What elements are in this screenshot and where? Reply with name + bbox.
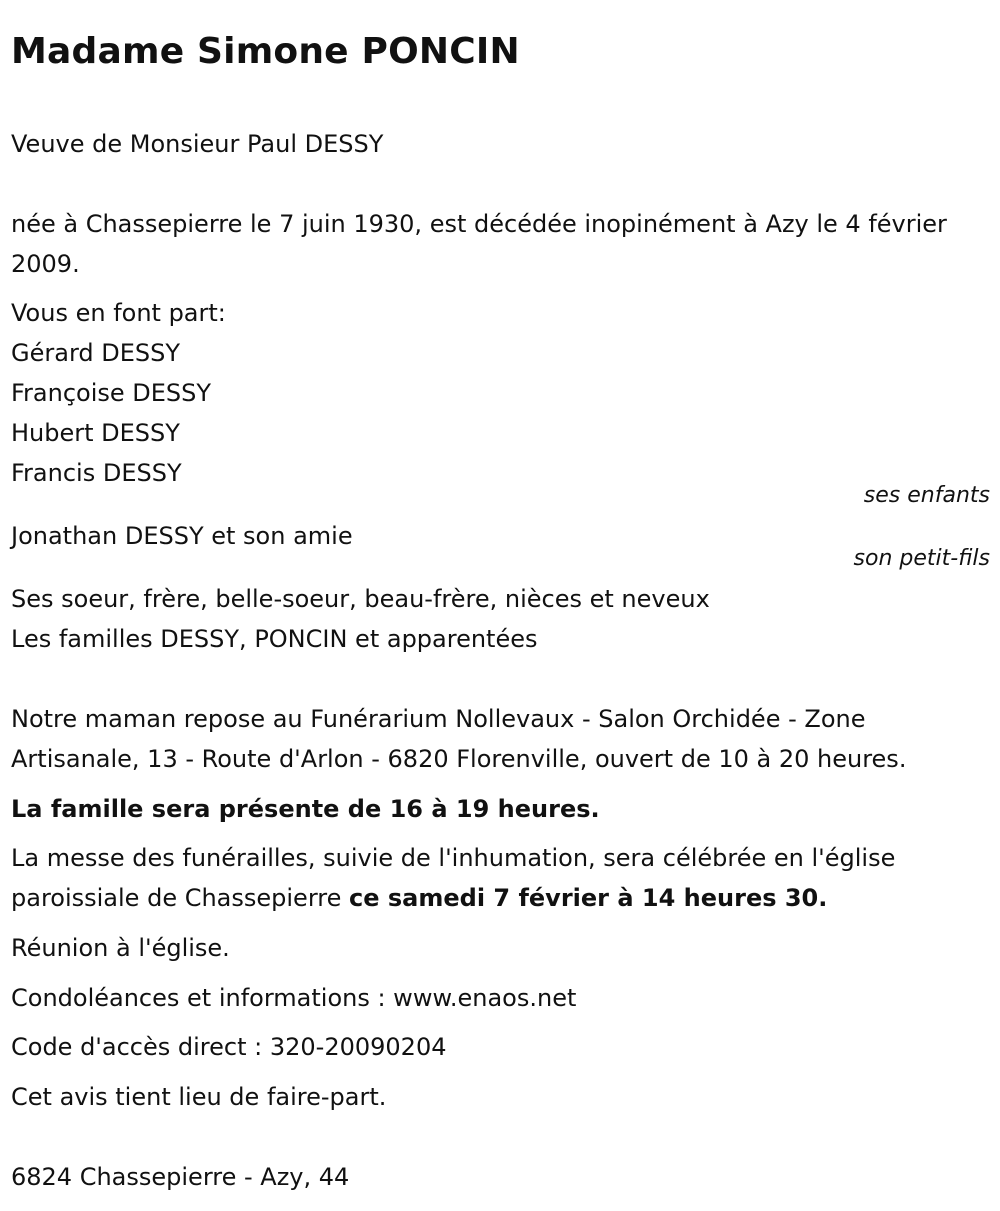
child-name: Hubert DESSY [11, 419, 180, 447]
relatives-line: Les familles DESSY, PONCIN et apparentées [11, 625, 538, 653]
family-presence-line: La famille sera présente de 16 à 19 heures. [11, 795, 600, 823]
child-name: Françoise DESSY [11, 379, 212, 407]
relatives-line: Ses soeur, frère, belle-soeur, beau-frère, nièces et neveux [11, 585, 710, 613]
condolences-line: Condoléances et informations : www.enaos.net [11, 984, 577, 1012]
funeral-mass-paragraph [11, 838, 990, 918]
widow-of-line: Veuve de Monsieur Paul DESSY [11, 130, 384, 158]
address-line: 6824 Chassepierre - Azy, 44 [11, 1163, 350, 1191]
rest-place-paragraph: Notre maman repose au Funérarium Nollevaux - Salon Orchidée - Zone Artisanale, 13 - Route d'Arlon - 6820 Florenville, ouvert de 10 à 20 heures. [11, 705, 907, 773]
mass-date-time: ce samedi 7 février à 14 heures 30. [349, 884, 828, 912]
grandson-role-label: son petit-fils [853, 546, 990, 571]
child-name: Gérard DESSY [11, 339, 181, 367]
child-name: Francis DESSY [11, 459, 182, 487]
announcers-heading: Vous en font part: [11, 299, 226, 327]
notice-line: Cet avis tient lieu de faire-part. [11, 1083, 387, 1111]
children-role-label: ses enfants [863, 483, 990, 508]
access-code-line: Code d'accès direct : 320-20090204 [11, 1033, 447, 1061]
grandson-line: Jonathan DESSY et son amie [11, 522, 353, 550]
mass-text: La messe des funérailles, suivie de l'inhumation, sera célébrée en l'église paroissiale de Chassepierre [11, 844, 896, 912]
meeting-line: Réunion à l'église. [11, 934, 230, 962]
deceased-name-title: Madame Simone PONCIN [11, 31, 520, 72]
birth-death-paragraph: née à Chassepierre le 7 juin 1930, est décédée inopinément à Azy le 4 février 2009. [11, 210, 947, 278]
